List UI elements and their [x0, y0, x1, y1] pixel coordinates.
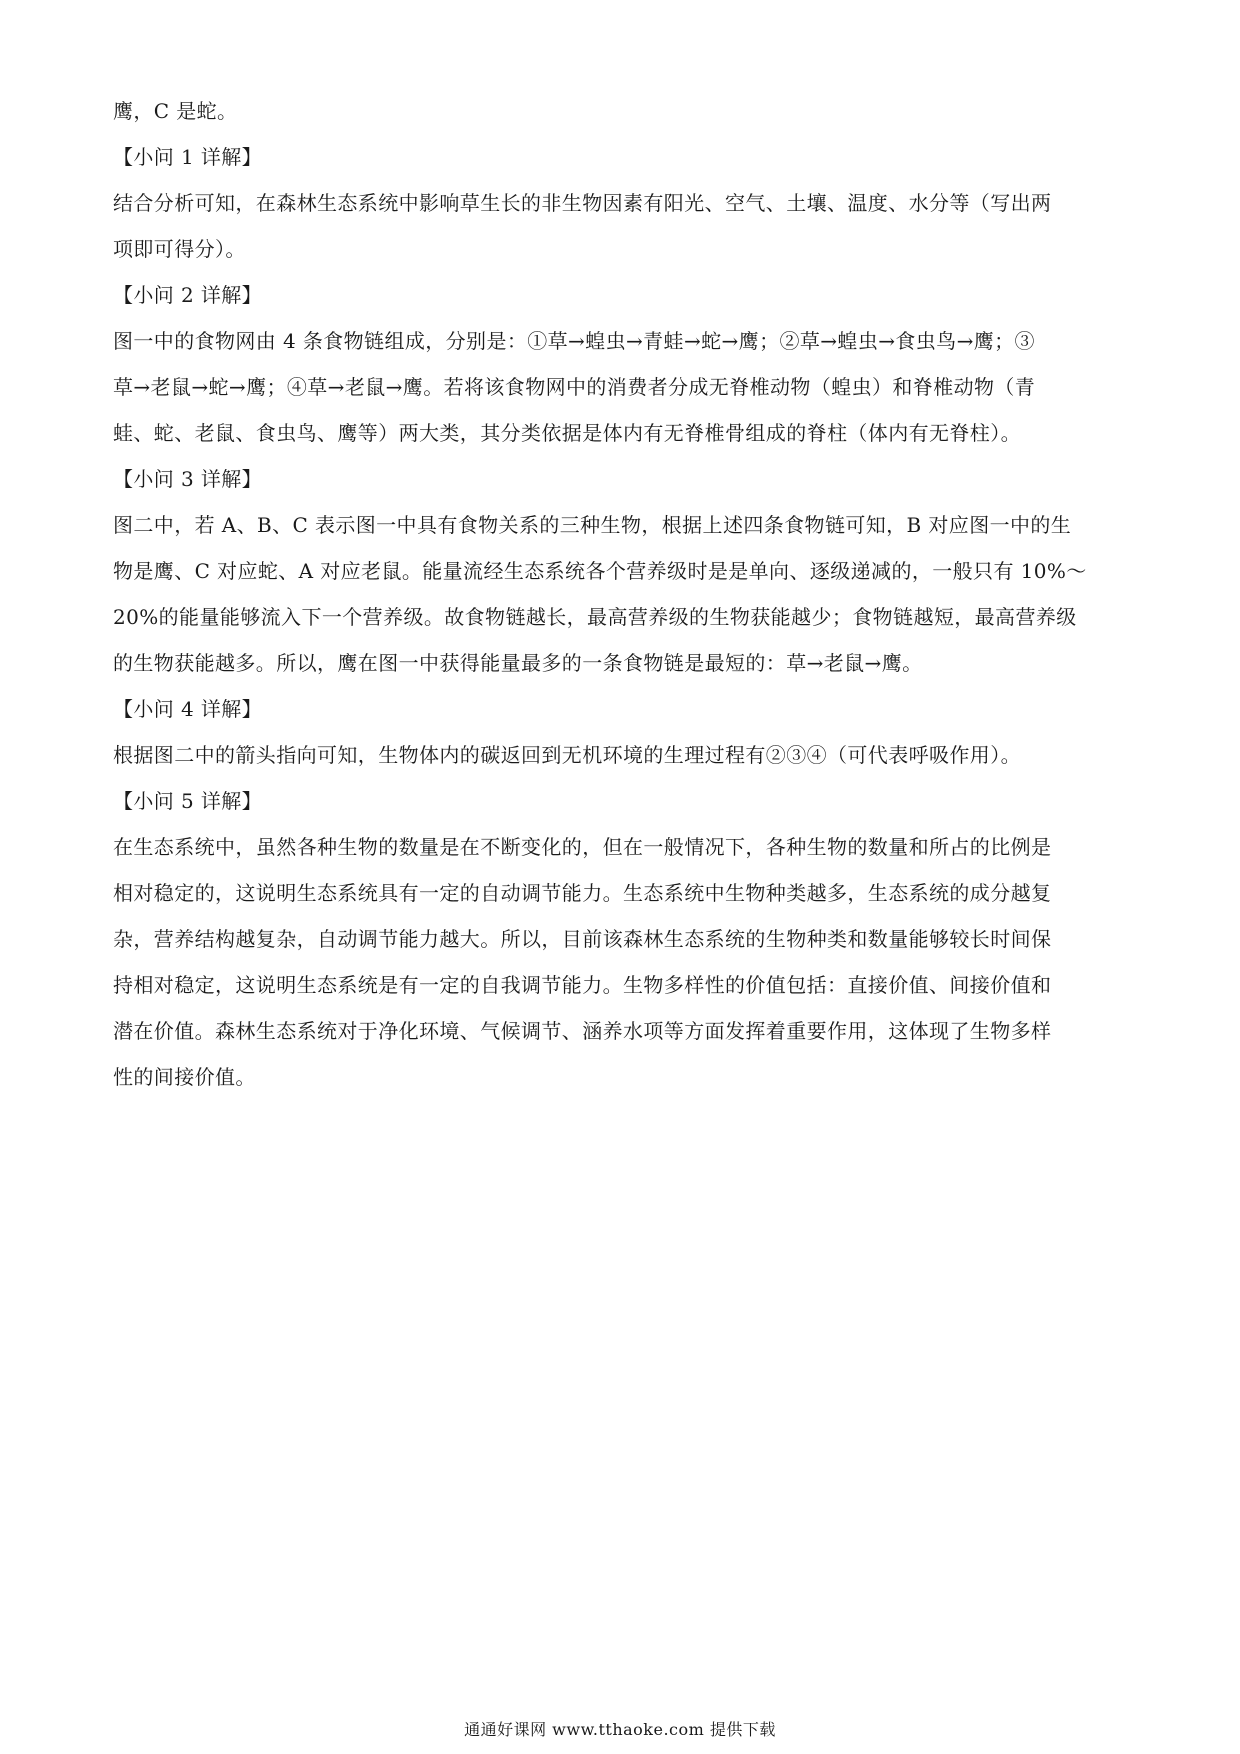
text-line: 性的间接价值。 [113, 1065, 256, 1089]
section-heading: 【小问 1 详解】 [113, 145, 263, 169]
text-line: 图二中，若 A、B、C 表示图一中具有食物关系的三种生物，根据上述四条食物链可知，B 对应图一中的生 [113, 513, 1072, 537]
text-line: 鹰，C 是蛇。 [113, 99, 238, 123]
text-line: 根据图二中的箭头指向可知，生物体内的碳返回到无机环境的生理过程有②③④（可代表呼吸作用）。 [113, 743, 1021, 767]
text-line: 的生物获能越多。所以，鹰在图一中获得能量最多的一条食物链是最短的：草→老鼠→鹰。 [113, 651, 923, 675]
document-body [113, 95, 1128, 1107]
section-heading: 【小问 4 详解】 [113, 697, 263, 721]
text-line: 相对稳定的，这说明生态系统具有一定的自动调节能力。生态系统中生物种类越多，生态系统的成分越复 [113, 881, 1052, 905]
text-line: 草→老鼠→蛇→鹰；④草→老鼠→鹰。若将该食物网中的消费者分成无脊椎动物（蝗虫）和脊椎动物（青 [113, 375, 1036, 399]
section-heading: 【小问 5 详解】 [113, 789, 263, 813]
text-line: 图一中的食物网由 4 条食物链组成，分别是：①草→蝗虫→青蛙→蛇→鹰；②草→蝗虫→食虫鸟→鹰；③ [113, 329, 1035, 353]
text-line: 项即可得分）。 [113, 237, 246, 261]
text-line: 蛙、蛇、老鼠、食虫鸟、鹰等）两大类，其分类依据是体内有无脊椎骨组成的脊柱（体内有无脊柱）。 [113, 421, 1021, 445]
text-line: 持相对稳定，这说明生态系统是有一定的自我调节能力。生物多样性的价值包括：直接价值、间接价值和 [113, 973, 1052, 997]
text-line: 潜在价值。森林生态系统对于净化环境、气候调节、涵养水项等方面发挥着重要作用，这体现了生物多样 [113, 1019, 1052, 1043]
text-line: 20%的能量能够流入下一个营养级。故食物链越长，最高营养级的生物获能越少；食物链越短，最高营养级 [113, 605, 1077, 629]
text-line: 结合分析可知，在森林生态系统中影响草生长的非生物因素有阳光、空气、土壤、温度、水分等（写出两 [113, 191, 1052, 215]
text-line: 杂，营养结构越复杂，自动调节能力越大。所以，目前该森林生态系统的生物种类和数量能够较长时间保 [113, 927, 1052, 951]
section-heading: 【小问 2 详解】 [113, 283, 263, 307]
text-line: 在生态系统中，虽然各种生物的数量是在不断变化的，但在一般情况下，各种生物的数量和所占的比例是 [113, 835, 1052, 859]
page-footer: 通通好课网 www.tthaoke.com 提供下载 [464, 1720, 776, 1739]
text-line: 物是鹰、C 对应蛇、A 对应老鼠。能量流经生态系统各个营养级时是是单向、逐级递减的，一般只有 10%～ [113, 559, 1087, 583]
section-heading: 【小问 3 详解】 [113, 467, 263, 491]
